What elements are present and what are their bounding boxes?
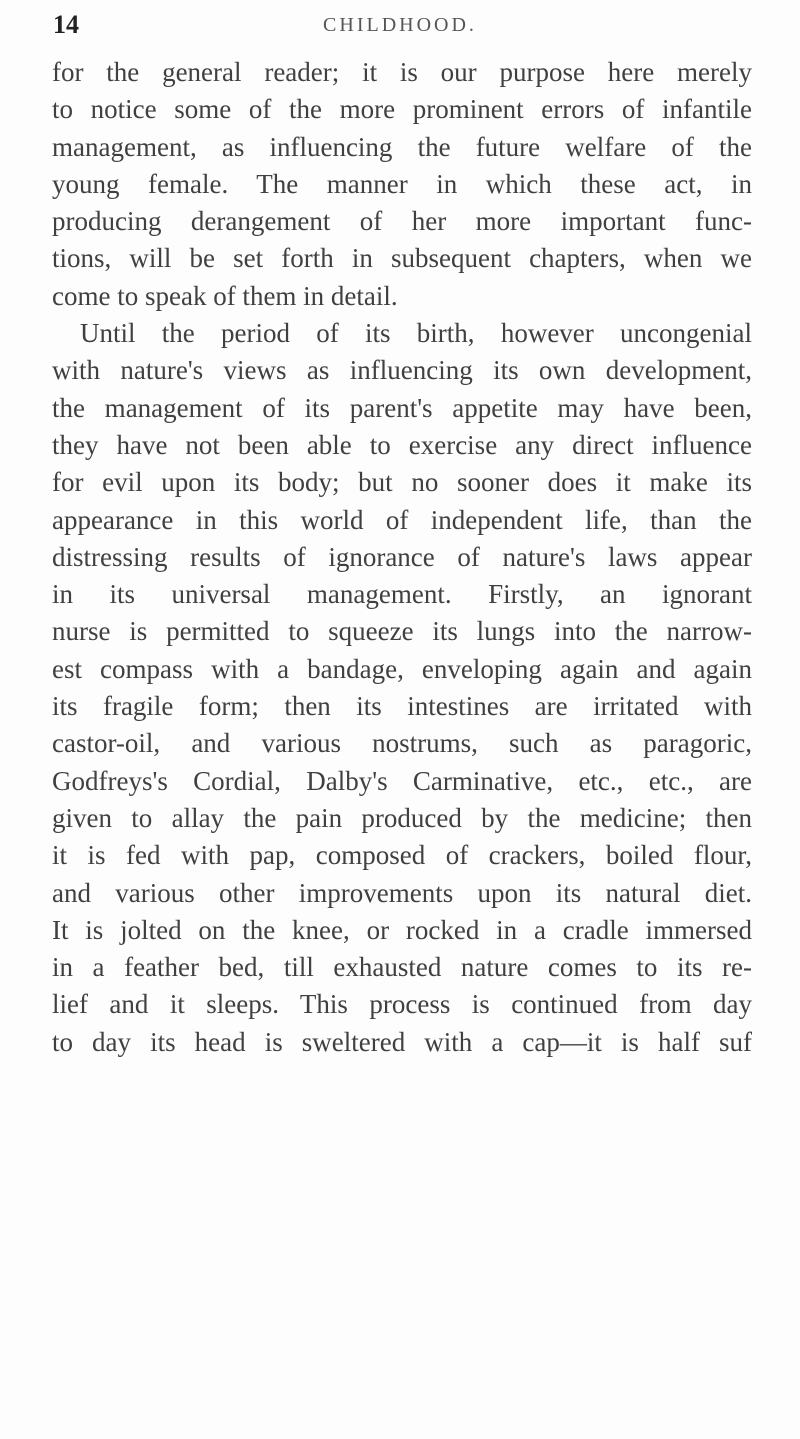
text-line: tions, will be set forth in subsequent chapters, when we (52, 243, 752, 274)
text-line: it is fed with pap, composed of crackers, boiled flour, (52, 840, 752, 871)
text-line: distressing results of ignorance of nature's laws appear (52, 541, 752, 572)
text-line: with nature's views as influencing its own development, (52, 355, 752, 386)
text-line: nurse is permitted to squeeze its lungs into the narrow- (52, 616, 752, 647)
text-line: management, as influencing the future welfare of the (52, 131, 752, 162)
text-line: young female. The manner in which these act, in (52, 168, 752, 199)
text-line: they have not been able to exercise any direct influence (52, 429, 752, 460)
text-line: est compass with a bandage, enveloping again and again (52, 653, 752, 684)
text-line: castor-oil, and various nostrums, such as paragoric, (52, 728, 752, 759)
text-line: given to allay the pain produced by the medicine; then (52, 802, 752, 833)
text-line: for the general reader; it is our purpose here merely (52, 57, 752, 87)
text-line: in a feather bed, till exhausted nature comes to its re- (52, 952, 752, 983)
page-number: 14 (53, 10, 79, 39)
text-line: appearance in this world of independent life, than the (52, 504, 752, 535)
text-line: in its universal management. Firstly, an ignorant (52, 579, 752, 610)
text-line: Godfreys's Cordial, Dalby's Carminative, etc., etc., are (52, 765, 752, 796)
page-header (50, 10, 750, 46)
text-line: for evil upon its body; but no sooner does it make its (52, 467, 752, 498)
text-line: the management of its parent's appetite may have been, (52, 392, 752, 423)
text-line: its fragile form; then its intestines are irritated with (52, 691, 752, 722)
body-text (52, 54, 752, 1061)
text-line: come to speak of them in detail. (52, 280, 398, 311)
running-head: CHILDHOOD. (323, 14, 477, 36)
text-line: to notice some of the more prominent errors of infantile (52, 94, 752, 125)
text-line: and various other improvements upon its natural diet. (52, 877, 752, 908)
text-line: It is jolted on the knee, or rocked in a cradle immersed (52, 914, 752, 945)
text-line: Until the period of its birth, however uncongenial (80, 318, 752, 349)
text-line: to day its head is sweltered with a cap—it is half suf (52, 1026, 752, 1057)
text-line: lief and it sleeps. This process is continued from day (52, 989, 752, 1020)
text-line: producing derangement of her more important func- (52, 206, 752, 237)
